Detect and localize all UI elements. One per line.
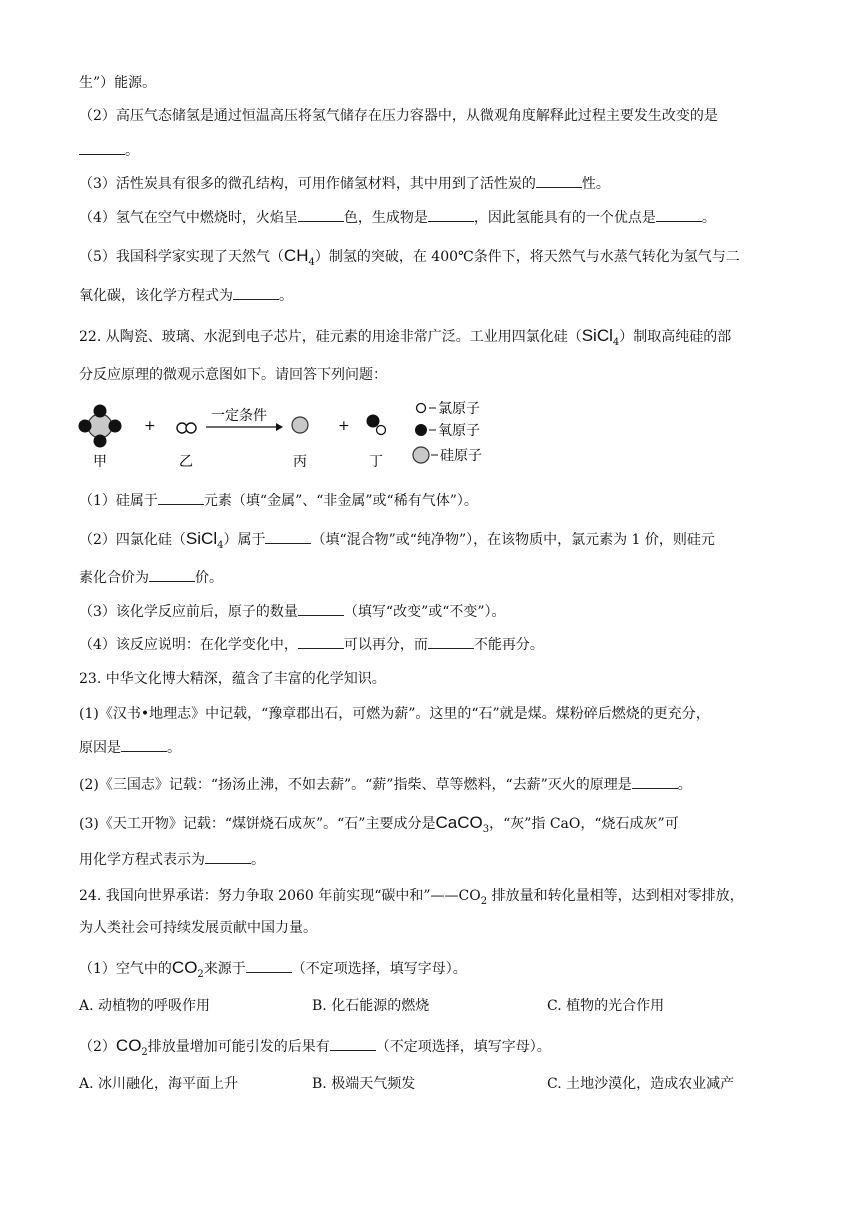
q22-part1: （1）硅属于 元素（填“金属”、“非金属”或“稀有气体”）。 (79, 490, 478, 512)
q21-part5-line1: （5）我国科学家实现了天然气$(CH_4)$制氢的突破，在 400℃条件下，将天然气与水蒸气转化为氢气与二 (79, 246, 740, 268)
q22-part3: （3）该化学反应前后，原子的数量 （填写“改变”或“不变”）。 (79, 601, 506, 623)
q21-part2-line1: （2）高压气态储氢是通过恒温高压将氢气储存在压力容器中，从微观角度解释此过程主要发生改变的是 (79, 108, 718, 124)
answer-blank[interactable] (656, 207, 702, 222)
answer-blank[interactable] (428, 207, 474, 222)
answer-blank[interactable] (205, 849, 251, 864)
answer-blank[interactable] (632, 774, 678, 789)
reaction-diagram-svg (76, 400, 516, 480)
q24-option-a2: A. 冰川融化，海平面上升 (79, 1076, 239, 1092)
answer-blank[interactable] (158, 490, 204, 505)
q24-option-a1: A. 动植物的呼吸作用 (79, 998, 211, 1014)
q21-part2-line2: 。 (79, 140, 139, 162)
answer-blank[interactable] (536, 173, 582, 188)
legend-chlorine: 氯原子 (438, 401, 480, 417)
q23-part3-line2: 用化学方程式表示为 。 (79, 849, 265, 871)
molecule-bing (292, 417, 308, 433)
answer-blank[interactable] (428, 634, 474, 649)
answer-blank[interactable] (298, 634, 344, 649)
q23-part2: (2)《三国志》记载：“扬汤止沸，不如去薪”。“薪”指柴、草等燃料，“去薪”灭火的原理是 。 (79, 774, 692, 796)
q22-stem-line2: 分反应原理的微观示意图如下。请回答下列问题： (79, 367, 387, 383)
q24-option-c1: C. 植物的光合作用 (547, 998, 665, 1014)
legend-oxygen: 氧原子 (438, 423, 480, 439)
answer-blank[interactable] (246, 958, 292, 973)
molecule-yi (177, 423, 196, 433)
answer-blank[interactable] (298, 207, 344, 222)
legend (413, 401, 482, 464)
q22-part2-line1: （2）四氯化硅（SiCl$_4$）属于 （填“混合物”或“纯净物”），在该物质中，氯元素为 1 价，则硅元 (79, 529, 715, 551)
plus-sign: + (338, 418, 350, 434)
q21-part5-line2: 氧化碳，该化学方程式为 。 (79, 285, 293, 307)
q21-part4: （4）氢气在空气中燃烧时，火焰呈 色，生成物是 ，因此氢能具有的一个优点是 。 (79, 207, 716, 229)
answer-blank[interactable] (330, 1036, 376, 1051)
q24-option-c2: C. 土地沙漠化，造成农业减产 (547, 1076, 735, 1092)
answer-blank[interactable] (149, 567, 195, 582)
molecule-ding (367, 415, 386, 435)
arrow-condition-label: 一定条件 (211, 408, 267, 424)
arrow-head (276, 423, 283, 431)
label-bing: 丙 (293, 454, 307, 470)
answer-blank[interactable] (298, 601, 344, 616)
q23-stem: 23. 中华文化博大精深，蕴含了丰富的化学知识。 (79, 671, 386, 687)
reaction-diagram (76, 400, 516, 480)
q21-part3: （3）活性炭具有很多的微孔结构，可用作储氢材料，其中用到了活性炭的 性。 (79, 173, 610, 195)
answer-blank[interactable] (265, 529, 311, 544)
molecule-jia (79, 405, 122, 448)
legend-silicon: 硅原子 (440, 448, 482, 464)
answer-blank[interactable] (121, 737, 167, 752)
label-ding: 丁 (369, 454, 383, 470)
q24-option-b1: B. 化石能源的燃烧 (312, 998, 430, 1014)
q24-stem-line1: 24. 我国向世界承诺：努力争取 2060 年前实现“碳中和$”——CO_2$ 排放量和转化量相等，达到相对零排放， (79, 888, 744, 907)
q23-part3-line1: (3)《天工开物》记载：“煤饼烧石成灰”。“石”主要成分是CaCO$_3$，“灰”指 CaO，“烧石成灰”可 (79, 813, 679, 835)
q22-part2-line2: 素化合价为 价。 (79, 567, 223, 589)
q24-part2: $(2)CO_2$排放量增加可能引发的后果有 （不定项选择，填写字母）。 (79, 1036, 551, 1058)
q22-stem-line1: 22. 从陶瓷、玻璃、水泥到电子芯片，硅元素的用途非常广泛。工业用四氯化硅（SiCl$_4$）制取高纯硅的部 (79, 326, 732, 348)
label-jia: 甲 (93, 454, 107, 470)
q24-option-b2: B. 极端天气频发 (312, 1076, 416, 1092)
plus-sign: + (144, 418, 156, 434)
q23-part1-line2: 原因是 。 (79, 737, 181, 759)
q24-stem-line2: 为人类社会可持续发展贡献中国力量。 (79, 920, 317, 936)
q23-part1-line1: (1)《汉书•地理志》中记载，“豫章郡出石，可燃为薪”。这里的“石”就是煤。煤粉碎后燃烧的更充分， (79, 706, 710, 722)
answer-blank[interactable] (79, 140, 125, 155)
q24-part1: （1）空气中的$CO_2$来源于 （不定项选择，填写字母）。 (79, 958, 467, 980)
q22-part4: （4）该反应说明：在化学变化中， 可以再分，而 不能再分。 (79, 634, 544, 656)
answer-blank[interactable] (233, 285, 279, 300)
q21-continuation: 生”）能源。 (79, 75, 157, 91)
label-yi: 乙 (179, 454, 193, 470)
